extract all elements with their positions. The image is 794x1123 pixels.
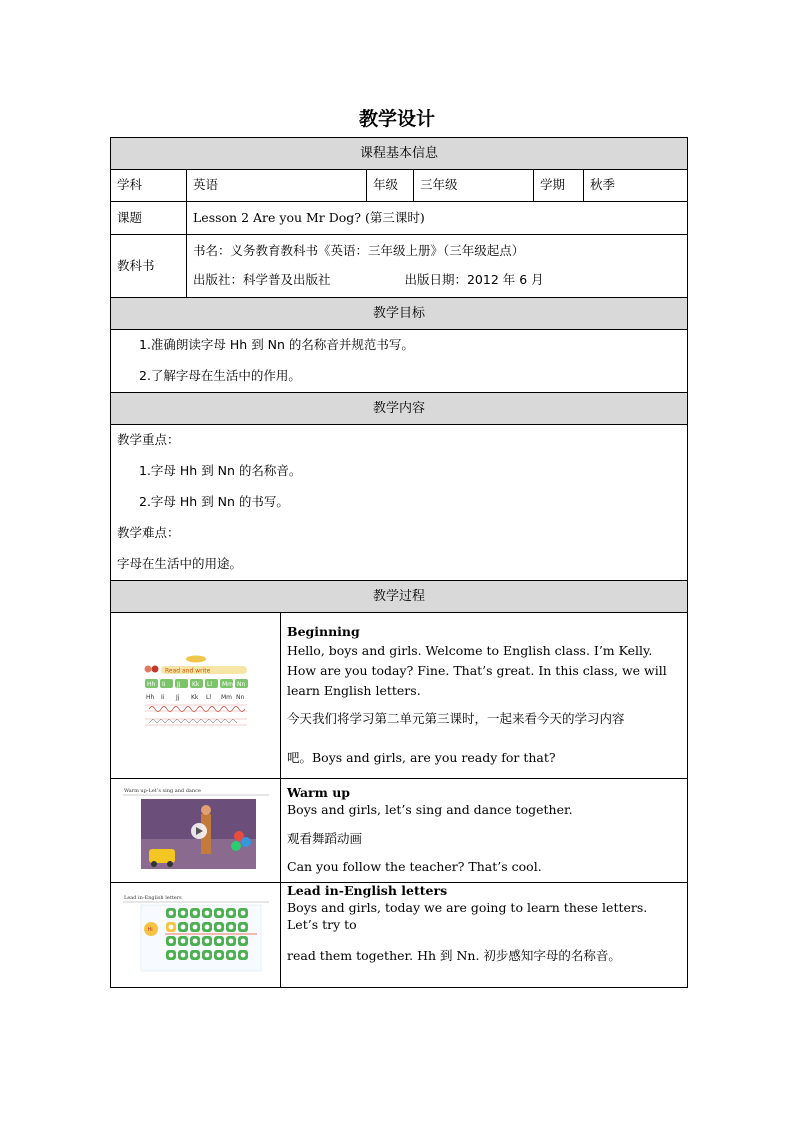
letter-bubble-dot xyxy=(240,939,245,944)
letter-bubble-dot xyxy=(216,925,221,930)
section-header-content xyxy=(111,393,688,425)
section-title: 教学目标 xyxy=(111,298,688,330)
letter-row-text: Mm xyxy=(220,694,232,702)
lesson-label: 课题 xyxy=(111,202,187,235)
section-title: 教学过程 xyxy=(111,581,688,613)
section-header-process xyxy=(111,581,688,613)
goal-item: 1.准确朗读字母 Hh 到 Nn 的名称音并规范书写。 xyxy=(139,337,414,353)
letter-grid xyxy=(165,908,257,960)
term-value: 秋季 xyxy=(584,170,688,202)
letter-bubble-dot xyxy=(228,939,233,944)
letter-bubble-dot xyxy=(192,911,197,916)
textbook-date: 出版日期：2012 年 6 月 xyxy=(404,272,544,287)
letter-tile-text: Hh xyxy=(146,681,155,689)
step-paragraph: 今天我们将学习第二单元第三课时，一起来看今天的学习内容 xyxy=(287,711,625,727)
step-text-cell xyxy=(281,613,688,779)
step-paragraph: Can you follow the teacher? That’s cool. xyxy=(287,859,542,875)
textbook-label: 教科书 xyxy=(111,235,187,298)
letter-bubble-dot xyxy=(216,939,221,944)
lesson-plan-table xyxy=(110,137,688,988)
difficult-label: 教学难点： xyxy=(117,524,180,540)
letter-bubble-dot xyxy=(228,953,233,958)
key-point-item: 2.字母 Hh 到 Nn 的书写。 xyxy=(139,494,289,510)
content-row xyxy=(111,425,688,581)
textbook-name: 书名：义务教育教科书《英语：三年级上册》（三年级起点） xyxy=(193,243,525,259)
page-title: 教学设计 xyxy=(358,108,435,130)
difficult-text: 字母在生活中的用途。 xyxy=(117,555,243,571)
step-heading: Beginning xyxy=(287,624,360,640)
textbook-publisher-line xyxy=(193,272,681,289)
step-heading: Warm up xyxy=(287,784,351,800)
letter-bubble-dot xyxy=(204,953,209,958)
letter-row xyxy=(146,694,244,701)
step-text-cell xyxy=(281,779,688,883)
step-text-cell xyxy=(281,883,688,988)
step-paragraph: Hello, boys and girls. Welcome to English class. I’m Kelly. How are you today? Fine. That’s great. In this class, we will learn English letters. xyxy=(287,643,667,699)
letter-bubble-dot xyxy=(168,953,173,958)
letter-bubble-dot xyxy=(192,953,197,958)
process-step xyxy=(111,613,688,779)
step-image-cell xyxy=(111,779,281,883)
letter-bubble-dot xyxy=(180,953,185,958)
letter-row-text: Ll xyxy=(205,694,211,702)
section-header-goals xyxy=(111,298,688,330)
step-paragraph xyxy=(287,948,681,965)
lesson-value: Lesson 2 Are you Mr Dog? (第三课时) xyxy=(187,202,688,235)
grade-label: 年级 xyxy=(367,170,414,202)
letter-bubble-dot xyxy=(180,939,185,944)
key-point-item: 1.字母 Hh 到 Nn 的名称音。 xyxy=(139,463,302,479)
letter-tile-text: Ii xyxy=(161,681,165,689)
letter-tile-text: Mm xyxy=(221,681,233,689)
sun-text: Hi xyxy=(147,927,153,934)
grade-value: 三年级 xyxy=(414,170,534,202)
subject-label: 学科 xyxy=(111,170,187,202)
english-letters-slide-image xyxy=(121,891,271,973)
letter-bubble-dot xyxy=(216,911,221,916)
warm-up-video-image xyxy=(121,784,271,872)
letter-bubble-dot xyxy=(240,925,245,930)
step-heading: Lead in-English letters xyxy=(287,883,448,898)
letter-bubble-dot xyxy=(192,939,197,944)
step-paragraph-text: read them together. Hh 到 Nn. 初步感知字母的名称音。 xyxy=(287,947,621,963)
textbook-row xyxy=(111,235,688,298)
goal-item: 2.了解字母在生活中的作用。 xyxy=(139,368,301,383)
read-and-write-slide-image xyxy=(141,655,251,731)
letter-bubble-dot xyxy=(180,911,185,916)
letter-bubble-dot xyxy=(168,939,173,944)
slide-caption: Lead in-English letters xyxy=(123,895,182,902)
letter-tile-text: Jj xyxy=(176,681,180,689)
letter-tile-text: Nn xyxy=(236,681,245,689)
step-paragraph: Boys and girls, let’s sing and dance together. xyxy=(287,801,573,817)
letter-tiles xyxy=(145,679,248,688)
step-paragraph: 吧。Boys and girls, are you ready for that? xyxy=(287,749,556,765)
step-paragraph: 观看舞蹈动画 xyxy=(287,830,363,846)
banner-text: Read and write xyxy=(164,667,210,675)
goals-list xyxy=(111,330,688,393)
letter-row-text: Nn xyxy=(235,694,244,702)
letter-bubble-dot xyxy=(168,911,173,916)
term-label: 学期 xyxy=(534,170,584,202)
letter-bubble-dot xyxy=(180,925,185,930)
step-image-cell xyxy=(111,883,281,988)
letter-bubble-dot xyxy=(216,953,221,958)
letter-bubble-dot xyxy=(204,939,209,944)
slide-caption: Warm up-Let’s sing and dance xyxy=(123,788,201,795)
letter-bubble-dot xyxy=(228,925,233,930)
letter-row-text: Hh xyxy=(145,694,154,702)
letter-bubble-dot xyxy=(204,911,209,916)
badge-shape xyxy=(186,656,206,663)
section-header-basic xyxy=(111,138,688,170)
subject-value: 英语 xyxy=(187,170,367,202)
textbook-info xyxy=(187,235,688,298)
letter-row-text: Kk xyxy=(190,694,198,702)
letter-row-text: Ii xyxy=(160,694,164,702)
letter-bubble-dot xyxy=(168,925,173,930)
step-image-cell xyxy=(111,613,281,779)
lesson-row xyxy=(111,202,688,235)
process-step xyxy=(111,883,688,988)
textbook-publisher: 出版社：科学普及出版社 xyxy=(193,272,331,287)
process-step xyxy=(111,779,688,883)
letter-tile-text: Kk xyxy=(191,681,199,689)
subject-row xyxy=(111,170,688,202)
letter-bubble-dot xyxy=(192,925,197,930)
section-title: 课程基本信息 xyxy=(111,138,688,170)
step-paragraph: Boys and girls, today we are going to learn these letters. Let’s try to xyxy=(287,899,648,932)
section-title: 教学内容 xyxy=(111,393,688,425)
letter-row-text: Jj xyxy=(175,694,179,702)
letter-bubble-dot xyxy=(240,953,245,958)
content-body xyxy=(111,425,688,581)
letter-tile-text: Ll xyxy=(206,681,212,689)
letter-bubble-dot xyxy=(240,911,245,916)
key-points-label: 教学重点： xyxy=(117,432,180,448)
goals-row xyxy=(111,330,688,393)
letter-bubble-dot xyxy=(228,911,233,916)
letter-bubble-dot xyxy=(204,925,209,930)
